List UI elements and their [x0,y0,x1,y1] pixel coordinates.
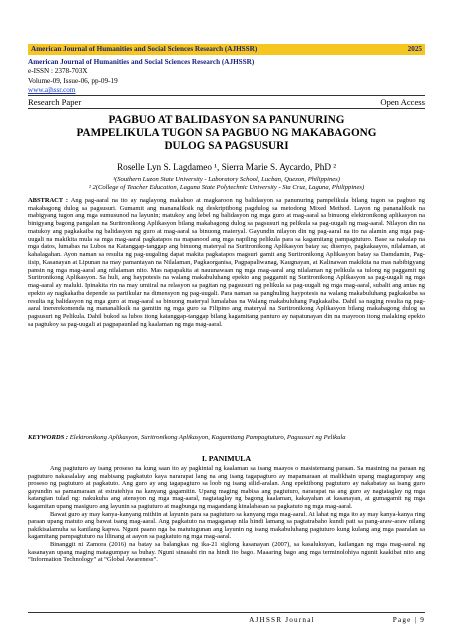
keywords-label: KEYWORDS : [28,434,69,441]
journal-header-bar [28,44,425,55]
section-title: I. PANIMULA [201,454,252,463]
body-paragraph: Binanggit ni Zamora (2016) na batay sa balangkas ng ika-21 siglong kasanayan (2007), sa kasalukuyan, kailangan ng mga mag-aaral ng kasanayan upang maging matagumpay sa buhay. Nguni sinasabi rin na hindi ito bago. Maaaring bago ang mga terminolohiya ngunit kaakibat nito ang “Information Technology” at “Global Awareness”. [28,540,425,564]
page-footer [28,612,425,625]
keywords [28,434,425,442]
page-number: Page | 9 [392,616,425,624]
abstract [28,197,425,328]
journal-url-link[interactable]: www.ajhssr.com [28,86,76,95]
title-line: PAMPELIKULA TUGON SA PAGBUO NG MAKABAGONG [76,127,377,139]
journal-meta [28,58,425,96]
paper-title [28,114,425,153]
abstract-label: ABSTRACT : [28,197,69,204]
affiliation-1: ¹(Southern Luzon State University - Laboratory School, Lucban, Quezon, Philippines) [113,176,340,183]
volume-issue: Volume-09, Issue-06, pp-09-19 [28,76,118,85]
article-type: Research Paper [28,97,82,107]
abstract-text: Ang pag-aaral na ito ay naglayong makabuo at magkaroon ng balidasyon sa panunuring pampelikula bilang tugon sa pagbuo ng makabagong dulog sa pagsusuri. Gumamit ang mananaliksik ng deskriptibong pagdulog sa metodong Mixed Method. Layon ng pananaliksik na mabigyang tugon ang mga sumusunod na layunin; matukoy ang lebel ng balidasyon ng mga guro at mag-aaral sa binuong elektronikong aplikasyon na binigyang bagong pangalan na Suritronikong Aplikasyon bilang makabagong dulog sa pagsusuri ng pelikula sa pag-uugali ng mag-aaral. Nilayon din na matukoy ang pagkakaiba ng balidasyon ng guro at mag-aaral sa binuong materyal. Gayundin nilayon din ng pag-aaral na ito na alamin ang mga pag-uugali na makikita mula sa mga mag-aaral pagkatapos na mapanood ang mga napiling pelikula para sa kagamitang pampagtuturo. Base sa nakalap na mga datos, lumabas na Lubos na Katanggap-tanggap ang binuong materyal na Suritronikong Aplikasyon batay sa; disenyo, pagkakaayos, nilalaman, at kahalagahan. Ayon naman sa resulta ng pag-uugaling dapat makita pagkatapos magsuri gamit ang Suritronikong Aplikasyon batay sa Damdamin, Pag-iisip, Kasanayan at Lipunan na may pamantayan na Nilalaman, Pagkaorganisa, Pagpapaliwanag, Kaugnayan, at Kalinawan makikita na mas nabibigyang pansin ng mga mag-aaral ang nilalaman nito. Mas napapakita at nauunawaan ng mga mag-aaral ang nilalaman ng pelikula sa tulong ng paggamit ng Suritronikong Aplikasyon. Sa huli, ang haypotesis na walang makabuluhang epekto ang paggamit ng Suritronikong Aplikasyon sa pag-uugali ng mga mag-aaral ay maluki. Ipinakita rin na may umiiral na relasyon sa pagitan ng pagsusuri ng pelikula sa pag-uugali ng mga mag-aaral, subalit ang antas ng epekto ay nagkakaiba depende sa partikular na dimensyon ng pag-uugali. Para naman sa panghuling haypotesis na walang makabuluhang pagkakaiba sa resulta ng balidasyon ng mga guro at mag-aaral sa binuong materyal lumalabas na Walang makabuluhang Pagkakaiba. Dahil sa naging resulta ng pag-aaral inererekomenda ng mananaliksik na gamitin ng mga guro sa Filipino ang materyal na Suritronikong Aplikasyon bilang makabagong dulog sa pagsusuri ng Pelikula. Dahil bukod sa lubos itong katanggap-tanggap bilang kagamitang panturo ay napatunayan din na mayroon itong malaking epekto sa pagtukoy sa pag-uugali at pagpapaunlad ng kaalaman ng mga mag-aaral. [28,197,425,328]
keywords-text: Elektronikong Aplikasyon, Suritronikong Aplikasyon, Kagamitang Pampagtuturo, Pagsusuri ng Pelikula [69,434,346,441]
journal-name: American Journal of Humanities and Social Sciences Research (AJHSSR) [28,58,255,66]
body-paragraph: Ang pagtuturo ay isang proseso na kung saan ito ay pagkintal ng kaalaman sa isang maayos o masistemang paraan. Sa masining na paraan ng pagtuturo nakasalalay ang mabisang pagkatuto kaya nararapat lang na ang isang tagapagturo ay mapamaraan at malikhain upang magtagumpay ang proseso ng pagtuturo at pagkatuto. Ang guro ay ang tagapagturo sa loob ng isang silid-aralan. Ang epektibong pagtuturo ay nakabatay sa isang guro gayundin sa pamamaraan at estratehiya na kanyang gagamitin. Upang maging mabisa ang pagtuturo, nararapat na ang guro ay nagtataglay ng mga katangian tulad ng: nakukuha ang atensyon ng mga mag-aaral, nagtataglay ng bagong kaalaman, kakayahan at kasanayan, at gumagamit ng mga kagamitan upang masiguro ang layunin sa pagtuturo at magbunga ng magandang kinalabasan sa pagkatuto ng mga mag-aaral. [28,465,425,510]
footer-journal: AJHSSR Journal [249,616,315,624]
affiliations [28,176,425,193]
access-type: Open Access [380,97,425,107]
body-paragraph: Bawat guro ay may kanya-kanyang mithiin at layunin para sa pagtuturo sa kanyang mga mag-aaral. At lahat ng mga ito ay may kanya-kanya ring paraan upang matuto ang bawat isang mag-aaral. Ang pagkatuto na magaganap nila hindi lamang sa pagtatrabaho kundi pati sa pang-araw-araw nilang pakikisalamuha sa kanilang kapwa. Nguni paano nga ba matutugunan ang layunin ng isang makabuluhang pagtuturo kung kulang ang mga paaralan sa kagamitang pampagtuturo na lilinang at aayon sa pagkatuto ng mga mag-aaral. [28,510,425,541]
authors: Roselle Lyn S. Lagdameo ¹, Sierra Marie S. Aycardo, PhD ² [117,162,336,172]
affiliation-2: ² 2(College of Teacher Education, Laguna State Polytechnic University - Sta Cruz, Laguna, Philippines) [88,184,365,192]
article-type-row [28,95,425,109]
issn: e-ISSN : 2378-703X [28,67,88,76]
body-text [28,465,425,564]
journal-header-year: 2025 [407,45,422,53]
journal-header-name: American Journal of Humanities and Social Sciences Research (AJHSSR) [31,45,258,53]
title-line: DULOG SA PAGSUSURI [164,140,289,152]
title-line: PAGBUO AT BALIDASYON SA PANUNURING [108,114,345,126]
